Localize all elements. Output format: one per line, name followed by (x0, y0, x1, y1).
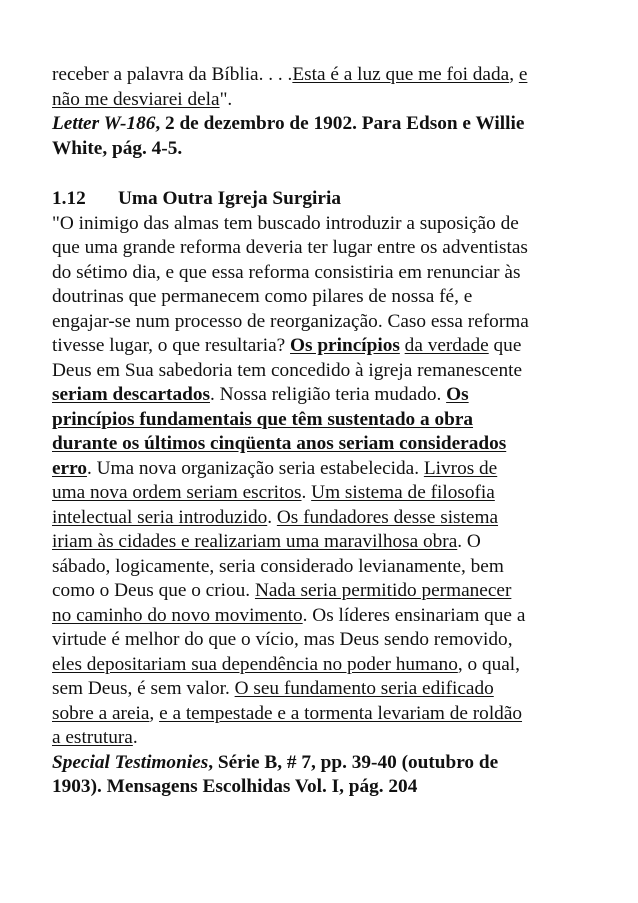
body-line: intelectual seria introduzido. Os fundadores desse sistema (52, 506, 499, 528)
reference-letter-line-1: Letter W-186, 2 de dezembro de 1902. Para Edson e Willie (52, 113, 525, 134)
body-line: doutrinas que permanecem como pilares de nossa fé, e (52, 286, 473, 307)
body-line: como o Deus que o criou. Nada seria permitido permanecer (52, 580, 512, 601)
body-line: sem Deus, é sem valor. O seu fundamento seria edificado (52, 678, 494, 699)
body-line: engajar-se num processo de reorganização. Caso essa reforma (52, 310, 529, 332)
body-line: seriam descartados. Nossa religião teria mudado. Os (52, 384, 469, 405)
document-page (52, 63, 592, 800)
section-number: 1.12 (52, 188, 86, 209)
paragraph-intro-line-1: receber a palavra da Bíblia. . . .Esta é a luz que me foi dada, e (52, 64, 528, 85)
body-line: durante os últimos cinqüenta anos seriam considerados (52, 433, 507, 454)
body-line: Deus em Sua sabedoria tem concedido à igreja remanescente (52, 359, 523, 381)
body-line: "O inimigo das almas tem buscado introduzir a suposição de (52, 212, 519, 234)
section-title: Uma Outra Igreja Surgiria (118, 188, 341, 209)
body-line: virtude é melhor do que o vício, mas Deus sendo removido, (52, 629, 513, 650)
body-line: sobre a areia, e a tempestade e a tormenta levariam de roldão (52, 702, 523, 724)
reference-title: Letter W-186 (52, 113, 156, 134)
body-line: princípios fundamentais que têm sustentado a obra (52, 408, 474, 430)
reference-source-line-1: Special Testimonies, Série B, # 7, pp. 39-40 (outubro de (52, 751, 499, 773)
spacer (52, 161, 592, 187)
reference-letter-line-2: White, pág. 4-5. (52, 137, 183, 159)
reference-source-line-2: 1903). Mensagens Escolhidas Vol. I, pág. 204 (52, 776, 418, 797)
reference-title: Special Testimonies (52, 751, 209, 773)
body-line: no caminho do novo movimento. Os líderes ensinariam que a (52, 604, 526, 626)
body-line: do sétimo dia, e que essa reforma consistiria em renunciar às (52, 261, 521, 283)
section-heading (52, 187, 592, 212)
body-line: iriam às cidades e realizariam uma maravilhosa obra. O (52, 531, 481, 552)
body-line: erro. Uma nova organização seria estabelecida. Livros de (52, 457, 498, 479)
body-line: a estrutura. (52, 727, 138, 748)
body-line: tivesse lugar, o que resultaria? Os princípios da verdade que (52, 335, 522, 356)
body-line: que uma grande reforma deveria ter lugar entre os adventistas (52, 237, 528, 258)
body-line: eles depositariam sua dependência no poder humano, o qual, (52, 653, 520, 675)
body-line: sábado, logicamente, seria considerado levianamente, bem (52, 555, 504, 577)
paragraph-intro-line-2: não me desviarei dela". (52, 88, 233, 110)
body-line: uma nova ordem seriam escritos. Um sistema de filosofia (52, 482, 495, 503)
